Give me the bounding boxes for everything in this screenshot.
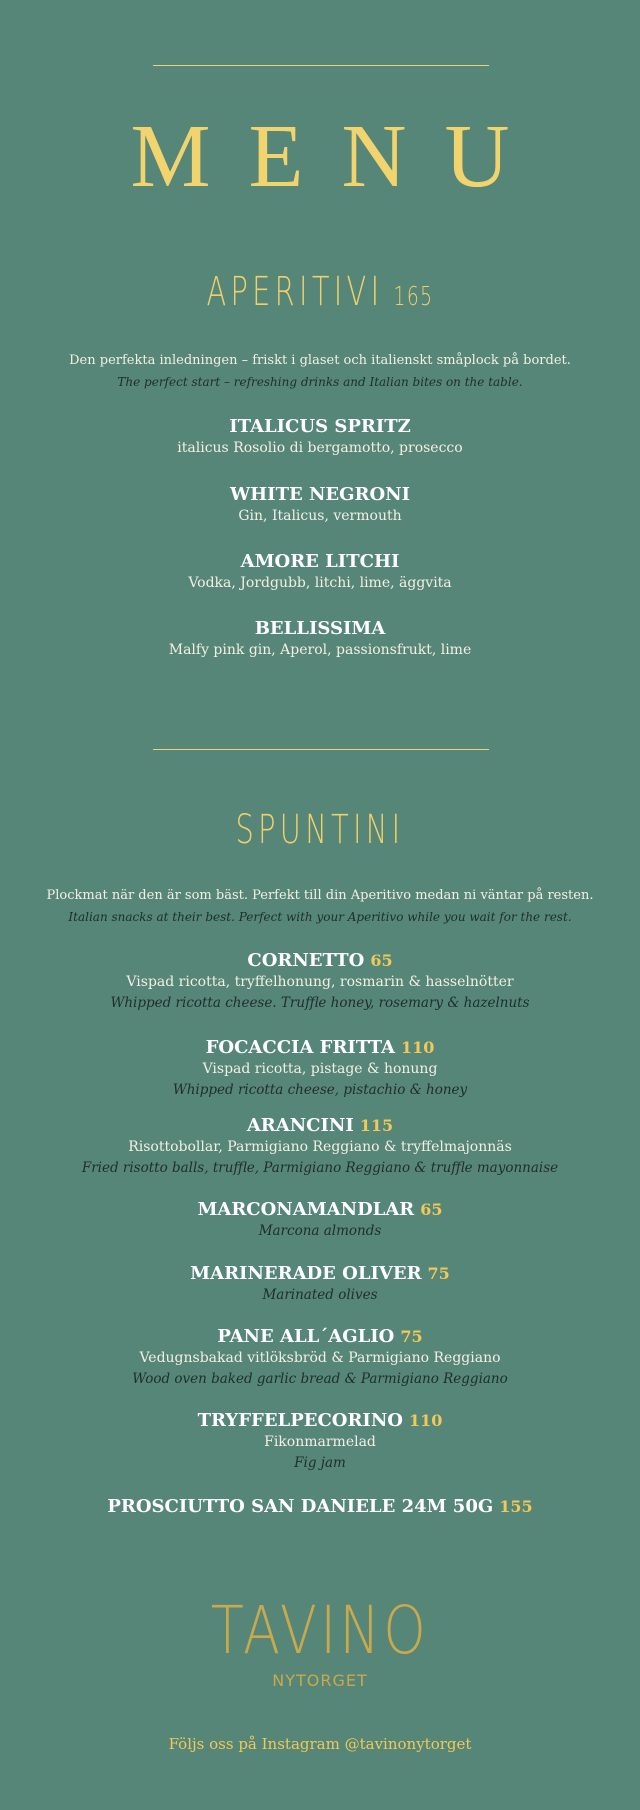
item-desc: Vedugnsbakad vitlöksbröd & Parmigiano Reggiano bbox=[139, 1350, 501, 1366]
item-name: AMORE LITCHI bbox=[240, 551, 400, 572]
item-desc-en: Whipped ricotta cheese, pistachio & honey bbox=[172, 1082, 468, 1098]
middle-divider bbox=[153, 749, 489, 750]
menu-item bbox=[0, 1037, 640, 1100]
instagram-follow-text: Följs oss på Instagram @tavinonytorget bbox=[168, 1735, 472, 1753]
item-desc: Fikonmarmelad bbox=[264, 1434, 376, 1450]
item-desc-en: Fig jam bbox=[294, 1455, 346, 1471]
item-name: MARINERADE OLIVER bbox=[190, 1263, 422, 1284]
item-price: 115 bbox=[359, 1116, 394, 1135]
item-price: 110 bbox=[400, 1038, 435, 1057]
item-desc-en: Fried risotto balls, truffle, Parmigiano Reggiano & truffle mayonnaise bbox=[81, 1160, 559, 1176]
menu-item bbox=[0, 1326, 640, 1389]
menu-item bbox=[0, 1199, 640, 1241]
menu-item bbox=[0, 1263, 640, 1305]
item-price: 110 bbox=[408, 1411, 443, 1430]
aperitivi-title: APERITIVI bbox=[206, 269, 384, 315]
item-desc: Vispad ricotta, pistage & honung bbox=[202, 1061, 438, 1077]
item-desc: Gin, Italicus, vermouth bbox=[238, 508, 402, 524]
aperitivi-intro-en: The perfect start – refreshing drinks and Italian bites on the table. bbox=[117, 375, 523, 389]
item-price: 65 bbox=[420, 1200, 443, 1219]
aperitivi-intro-sv: Den perfekta inledningen – friskt i glaset och italienskt småplock på bordet. bbox=[69, 353, 571, 368]
item-desc: italicus Rosolio di bergamotto, prosecco bbox=[177, 440, 463, 456]
item-desc: Risottobollar, Parmigiano Reggiano & tryffelmajonnäs bbox=[128, 1139, 512, 1155]
menu-item bbox=[0, 484, 640, 527]
tavino-logo: TAVINO bbox=[210, 1592, 430, 1669]
menu-title: MENU bbox=[130, 107, 548, 206]
item-desc: Vodka, Jordgubb, litchi, lime, äggvita bbox=[188, 575, 452, 591]
item-name: ARANCINI bbox=[246, 1115, 354, 1136]
item-name: MARCONAMANDLAR bbox=[197, 1199, 415, 1220]
item-name: PROSCIUTTO SAN DANIELE 24M 50G bbox=[107, 1496, 494, 1517]
tavino-logo-sub: NYTORGET bbox=[272, 1671, 368, 1690]
item-price: 75 bbox=[400, 1327, 423, 1346]
item-name: PANE ALL´AGLIO bbox=[217, 1326, 395, 1347]
item-price: 65 bbox=[370, 951, 393, 970]
aperitivi-price: 165 bbox=[393, 282, 434, 312]
menu-item bbox=[0, 618, 640, 661]
spuntini-title: SPUNTINI bbox=[235, 807, 405, 853]
item-desc-en: Whipped ricotta cheese. Truffle honey, rosemary & hazelnuts bbox=[110, 995, 530, 1011]
item-name: TRYFFELPECORINO bbox=[197, 1410, 403, 1431]
item-price: 75 bbox=[427, 1264, 450, 1283]
menu-item bbox=[0, 1115, 640, 1178]
menu-item bbox=[0, 551, 640, 594]
menu-item bbox=[0, 1496, 640, 1518]
menu-item bbox=[0, 950, 640, 1013]
item-desc-en: Marinated olives bbox=[262, 1287, 378, 1303]
top-divider bbox=[153, 65, 489, 66]
item-name: BELLISSIMA bbox=[254, 618, 386, 639]
item-name: FOCACCIA FRITTA bbox=[205, 1037, 395, 1058]
item-desc-en: Marcona almonds bbox=[258, 1223, 382, 1239]
item-price: 155 bbox=[499, 1497, 533, 1516]
aperitivi-heading bbox=[0, 269, 640, 315]
item-desc: Vispad ricotta, tryffelhonung, rosmarin & hasselnötter bbox=[126, 974, 514, 990]
item-name: WHITE NEGRONI bbox=[229, 484, 411, 505]
item-desc: Malfy pink gin, Aperol, passionsfrukt, lime bbox=[168, 642, 472, 658]
spuntini-intro-sv: Plockmat när den är som bäst. Perfekt till din Aperitivo medan ni väntar på resten. bbox=[46, 888, 594, 903]
spuntini-heading bbox=[0, 807, 640, 853]
menu-item bbox=[0, 1410, 640, 1473]
item-name: ITALICUS SPRITZ bbox=[229, 416, 411, 437]
item-name: CORNETTO bbox=[247, 950, 365, 971]
menu-item bbox=[0, 416, 640, 459]
spuntini-intro-en: Italian snacks at their best. Perfect with your Aperitivo while you wait for the rest. bbox=[68, 910, 572, 924]
item-desc-en: Wood oven baked garlic bread & Parmigiano Reggiano bbox=[132, 1371, 508, 1387]
